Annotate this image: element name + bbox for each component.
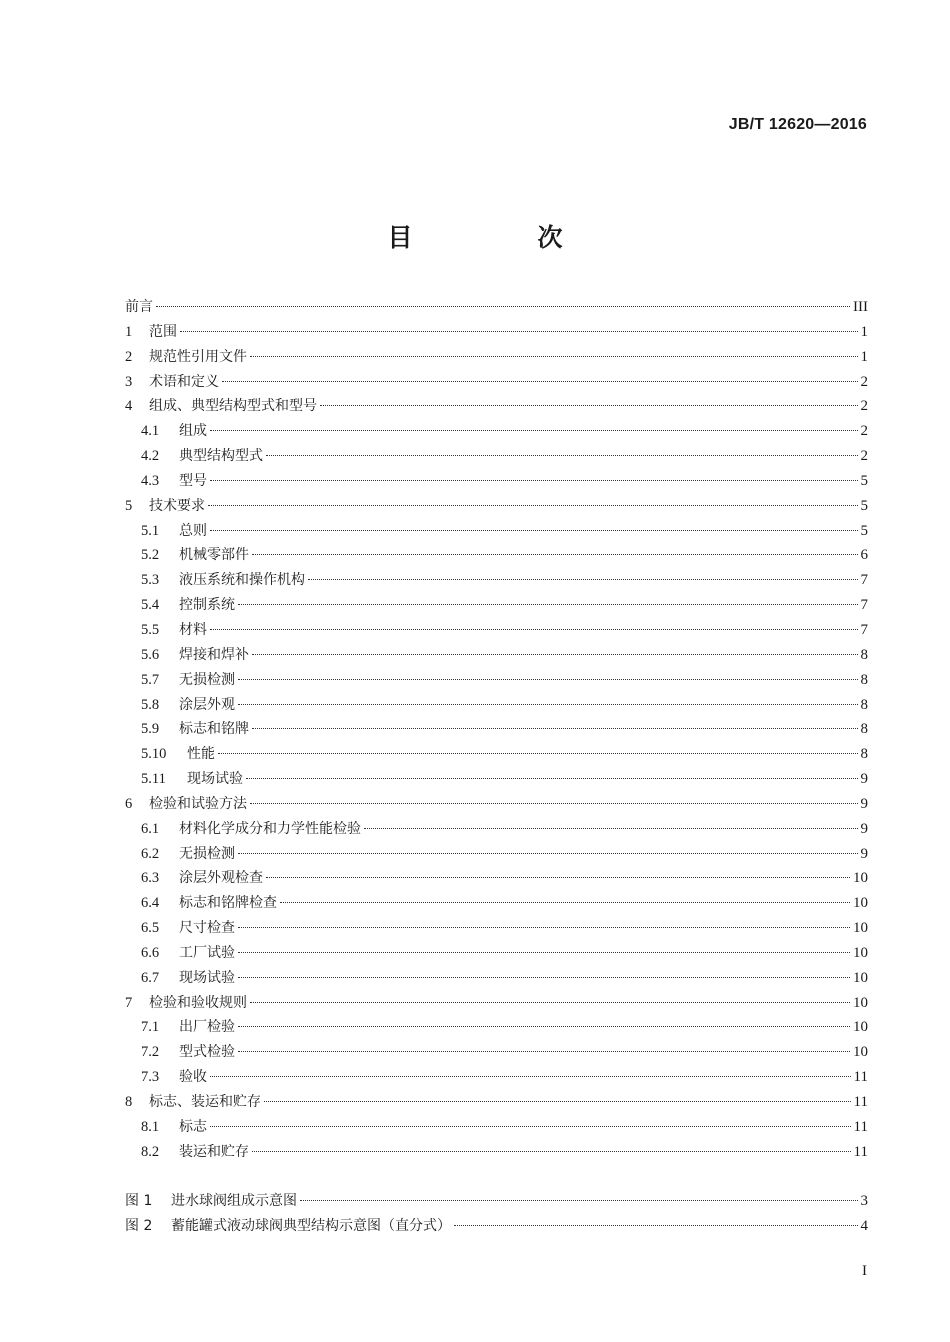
page-title: 目 次 (387, 223, 613, 252)
toc-entry-label: 型号 (179, 472, 207, 489)
dot-leader (238, 977, 850, 978)
toc-entry-page: 7 (860, 572, 868, 589)
toc-entry-number: 5.7 (141, 671, 160, 688)
footer-page-number: I (862, 1263, 867, 1279)
toc-entry-page: 5 (860, 472, 868, 489)
figure-entry[interactable] (125, 1215, 868, 1240)
toc-entry-label: 装运和贮存 (179, 1143, 249, 1160)
toc-entry-label: 机械零部件 (179, 547, 249, 564)
dot-leader (250, 356, 858, 357)
toc-entry[interactable] (125, 420, 868, 445)
toc-entry-label: 现场试验 (187, 771, 243, 788)
toc-entry[interactable] (125, 569, 868, 594)
toc-entry-number: 图 2 (125, 1217, 153, 1234)
toc-entry-page: 10 (853, 944, 868, 961)
toc-entry-number: 6.2 (141, 845, 160, 862)
toc-entry-label: 技术要求 (149, 497, 205, 514)
toc-entry[interactable] (125, 718, 868, 743)
toc-entry-label: 标志、装运和贮存 (149, 1094, 261, 1110)
toc-entry-page: 2 (860, 398, 868, 415)
dot-leader (246, 778, 858, 779)
dot-leader (238, 704, 858, 705)
toc-entry-number: 6.3 (141, 870, 160, 887)
toc-entry-label: 标志 (179, 1118, 207, 1135)
toc-entry-page: 7 (860, 597, 868, 614)
toc-entry[interactable] (125, 395, 868, 420)
toc-entry-page: 10 (853, 920, 868, 937)
figure-entry[interactable] (125, 1190, 868, 1215)
dot-leader (266, 455, 858, 456)
toc-entry-number: 8.1 (141, 1118, 160, 1135)
dot-leader (364, 828, 858, 829)
toc-entry-page: 2 (860, 423, 868, 440)
toc-entry[interactable] (125, 644, 868, 669)
toc-entry[interactable] (125, 470, 868, 495)
toc-entry[interactable] (125, 619, 868, 644)
toc-entry[interactable] (125, 867, 868, 892)
dot-leader (308, 579, 858, 580)
toc-entry-number: 5.6 (141, 646, 160, 663)
toc-entry[interactable] (125, 992, 868, 1017)
toc-entry[interactable] (125, 296, 868, 321)
dot-leader (210, 480, 858, 481)
toc-entry[interactable] (125, 1091, 868, 1116)
toc-entry-page: III (853, 299, 868, 315)
toc-entry[interactable] (125, 967, 868, 992)
dot-leader (252, 728, 858, 729)
dot-leader (252, 554, 858, 555)
toc-entry-label: 总则 (179, 522, 207, 539)
toc-entry[interactable] (125, 768, 868, 793)
toc-entry[interactable] (125, 892, 868, 917)
dot-leader (454, 1225, 858, 1226)
toc-entry[interactable] (125, 346, 868, 371)
toc-entry[interactable] (125, 743, 868, 768)
toc-entry-number: 6.5 (141, 920, 160, 937)
toc-entry-number: 7.2 (141, 1044, 160, 1061)
toc-entry-number: 8.2 (141, 1143, 160, 1160)
toc-entry-label: 无损检测 (179, 845, 235, 862)
toc-entry[interactable] (125, 594, 868, 619)
toc-entry-label: 进水球阀组成示意图 (171, 1193, 297, 1209)
toc-entry-page: 2 (860, 373, 868, 390)
table-of-contents (125, 296, 868, 1166)
toc-entry-page: 11 (853, 1094, 868, 1110)
toc-entry[interactable] (125, 942, 868, 967)
toc-entry-label: 规范性引用文件 (149, 348, 247, 365)
dot-leader (218, 753, 858, 754)
toc-entry-page: 5 (860, 497, 868, 514)
toc-entry[interactable] (125, 371, 868, 396)
dot-leader (238, 1051, 850, 1052)
toc-entry-label: 现场试验 (179, 969, 235, 986)
toc-entry[interactable] (125, 520, 868, 545)
dot-leader (238, 1026, 850, 1027)
toc-entry-label: 涂层外观 (179, 696, 235, 713)
standard-code: JB/T 12620—2016 (728, 116, 867, 133)
toc-entry-label: 工厂试验 (179, 944, 235, 961)
toc-entry-page: 8 (860, 696, 868, 713)
toc-entry-number: 5.9 (141, 721, 160, 738)
dot-leader (320, 405, 858, 406)
toc-entry-page: 3 (860, 1193, 868, 1209)
toc-entry[interactable] (125, 818, 868, 843)
toc-entry[interactable] (125, 669, 868, 694)
toc-entry-page: 9 (860, 845, 868, 862)
toc-entry-page: 7 (860, 621, 868, 638)
toc-entry-label: 验收 (179, 1069, 207, 1086)
toc-entry-label: 典型结构型式 (179, 448, 263, 465)
toc-entry-label: 型式检验 (179, 1044, 235, 1061)
toc-entry-page: 8 (860, 646, 868, 663)
toc-entry-number: 6.4 (141, 895, 160, 912)
toc-entry-label: 标志和铭牌 (179, 721, 249, 738)
toc-entry[interactable] (125, 843, 868, 868)
toc-entry-label: 出厂检验 (179, 1019, 235, 1036)
toc-entry-page: 11 (853, 1069, 868, 1086)
figure-list (125, 1190, 868, 1240)
toc-entry-number: 6 (125, 795, 133, 812)
toc-entry-label: 性能 (187, 746, 215, 763)
toc-entry-number: 1 (125, 323, 133, 340)
dot-leader (210, 430, 858, 431)
toc-entry-number: 5.1 (141, 522, 160, 539)
dot-leader (250, 803, 858, 804)
toc-entry-page: 9 (860, 820, 868, 837)
toc-entry[interactable] (125, 1041, 868, 1066)
dot-leader (250, 1002, 850, 1003)
toc-entry-number: 4 (125, 398, 133, 415)
toc-entry-page: 10 (853, 1044, 868, 1061)
toc-entry[interactable] (125, 544, 868, 569)
dot-leader (238, 853, 858, 854)
toc-entry-number: 5.8 (141, 696, 160, 713)
toc-entry-number: 5.10 (141, 746, 167, 763)
toc-entry-number: 7.1 (141, 1019, 160, 1036)
toc-entry-page: 6 (860, 547, 868, 564)
toc-entry-page: 2 (860, 448, 868, 465)
toc-entry-label: 组成、典型结构型式和型号 (149, 398, 317, 415)
toc-entry-page: 9 (860, 795, 868, 812)
toc-entry-number: 5.3 (141, 572, 160, 589)
toc-entry[interactable] (125, 1066, 868, 1091)
toc-entry-number: 7.3 (141, 1069, 160, 1086)
toc-entry-label: 尺寸检查 (179, 920, 235, 937)
toc-entry-number: 5.5 (141, 621, 160, 638)
toc-entry-number: 5.4 (141, 597, 160, 614)
dot-leader (238, 604, 858, 605)
dot-leader (180, 331, 858, 332)
toc-entry-number: 4.1 (141, 423, 160, 440)
dot-leader (238, 679, 858, 680)
dot-leader (252, 1151, 851, 1152)
toc-entry-number: 7 (125, 994, 133, 1011)
toc-entry-page: 9 (860, 771, 868, 788)
toc-entry-label: 涂层外观检查 (179, 870, 263, 887)
toc-entry-page: 5 (860, 522, 868, 539)
toc-entry-number: 3 (125, 373, 133, 390)
toc-entry-number: 2 (125, 348, 133, 365)
toc-entry-page: 1 (860, 323, 868, 340)
dot-leader (210, 629, 858, 630)
toc-entry[interactable] (125, 793, 868, 818)
toc-entry-page: 11 (853, 1118, 868, 1135)
dot-leader (252, 654, 858, 655)
toc-entry-label: 标志和铭牌检查 (179, 895, 277, 912)
dot-leader (300, 1200, 858, 1201)
toc-entry-label: 材料化学成分和力学性能检验 (179, 820, 361, 837)
dot-leader (280, 902, 850, 903)
dot-leader (238, 927, 850, 928)
toc-entry-page: 10 (853, 1019, 868, 1036)
toc-entry-page: 10 (853, 969, 868, 986)
toc-entry-label: 蓄能罐式液动球阀典型结构示意图（直分式） (171, 1217, 451, 1234)
toc-entry-label: 控制系统 (179, 597, 235, 614)
toc-entry[interactable] (125, 917, 868, 942)
toc-entry-number: 6.7 (141, 969, 160, 986)
toc-entry-number: 4.3 (141, 472, 160, 489)
dot-leader (264, 1101, 851, 1102)
toc-entry-page: 10 (853, 994, 868, 1011)
toc-entry-label: 无损检测 (179, 671, 235, 688)
toc-entry-number: 6.6 (141, 944, 160, 961)
toc-entry-label: 范围 (149, 323, 177, 340)
toc-entry-number: 5.2 (141, 547, 160, 564)
toc-entry-label: 材料 (179, 621, 207, 638)
toc-entry-page: 1 (860, 348, 868, 365)
dot-leader (208, 505, 858, 506)
toc-entry-label: 检验和试验方法 (149, 795, 247, 812)
dot-leader (222, 381, 858, 382)
dot-leader (266, 877, 850, 878)
toc-entry-number: 4.2 (141, 448, 160, 465)
toc-entry[interactable] (125, 495, 868, 520)
toc-entry-label: 前言 (125, 299, 153, 315)
toc-entry[interactable] (125, 321, 868, 346)
toc-entry-label: 焊接和焊补 (179, 646, 249, 663)
toc-entry-number: 图 1 (125, 1193, 153, 1209)
toc-entry[interactable] (125, 445, 868, 470)
dot-leader (210, 1076, 851, 1077)
dot-leader (156, 306, 850, 307)
toc-entry-number: 6.1 (141, 820, 160, 837)
toc-entry-number: 5 (125, 497, 133, 514)
toc-entry-page: 8 (860, 671, 868, 688)
toc-entry-label: 术语和定义 (149, 373, 219, 390)
toc-entry[interactable] (125, 1016, 868, 1041)
dot-leader (238, 952, 850, 953)
toc-entry[interactable] (125, 1141, 868, 1166)
toc-entry-page: 11 (853, 1143, 868, 1160)
toc-entry-label: 检验和验收规则 (149, 994, 247, 1011)
dot-leader (210, 1126, 851, 1127)
toc-entry-page: 8 (860, 721, 868, 738)
toc-entry-label: 组成 (179, 423, 207, 440)
dot-leader (210, 530, 858, 531)
toc-entry[interactable] (125, 694, 868, 719)
toc-entry-number: 8 (125, 1094, 133, 1110)
toc-entry-page: 4 (860, 1217, 868, 1234)
toc-entry-page: 10 (853, 895, 868, 912)
toc-entry-page: 8 (860, 746, 868, 763)
toc-entry-page: 10 (853, 870, 868, 887)
toc-entry[interactable] (125, 1116, 868, 1141)
toc-entry-label: 液压系统和操作机构 (179, 572, 305, 589)
toc-entry-number: 5.11 (141, 771, 166, 788)
